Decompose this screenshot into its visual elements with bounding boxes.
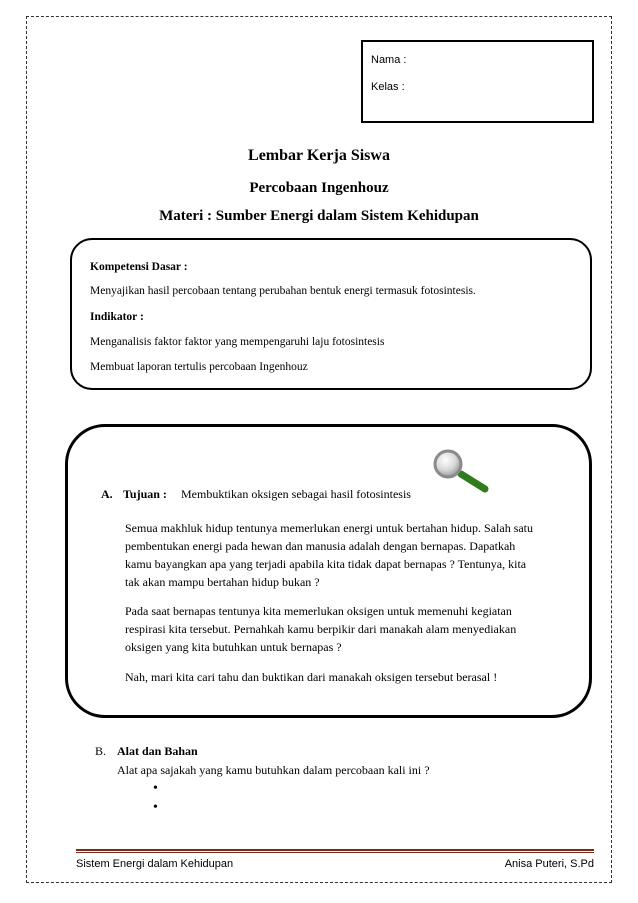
alat-question: Alat apa sajakah yang kamu butuhkan dalam percobaan kali ini ? bbox=[117, 763, 430, 777]
tujuan-marker: A. bbox=[101, 487, 113, 501]
nama-label: Nama : bbox=[371, 54, 407, 66]
tujuan-text: Membuktikan oksigen sebagai hasil fotosintesis bbox=[181, 487, 411, 501]
materi-title: Materi : Sumber Energi dalam Sistem Kehidupan bbox=[159, 208, 479, 224]
paragraph-line: tak akan mampu bertahan hidup bukan ? bbox=[125, 575, 320, 589]
page-subtitle: Percobaan Ingenhouz bbox=[249, 180, 389, 196]
alat-marker: B. bbox=[95, 744, 107, 758]
indikator-item: Menganalisis faktor faktor yang mempengaruhi laju fotosintesis bbox=[90, 336, 385, 348]
bullet-item: • bbox=[153, 781, 158, 796]
footer-rule bbox=[76, 852, 594, 853]
paragraph-line: kamu bayangkan apa yang terjadi apabila kita tidak dapat bernapas ? Tentunya, kita bbox=[125, 557, 527, 571]
alat-label: Alat dan Bahan bbox=[117, 744, 198, 758]
paragraph-line: Semua makhluk hidup tentunya memerlukan energi untuk bertahan hidup. Salah satu bbox=[125, 521, 534, 535]
tujuan-box bbox=[65, 424, 592, 718]
bullet-item: • bbox=[153, 800, 158, 815]
kompetensi-text: Menyajikan hasil percobaan tentang perubahan bentuk energi termasuk fotosintesis. bbox=[90, 285, 476, 297]
kompetensi-box bbox=[70, 238, 592, 390]
paragraph-line: pembentukan energi pada hewan dan manusia adalah dengan bernapas. Dapatkah bbox=[125, 539, 516, 553]
footer-rule bbox=[76, 849, 594, 851]
footer-left: Sistem Energi dalam Kehidupan bbox=[76, 858, 234, 870]
paragraph-line: respirasi kita tersebut. Pernahkah kamu berpikir dari manakah alam menyediakan bbox=[125, 622, 517, 636]
tujuan-label: Tujuan : bbox=[123, 487, 167, 501]
paragraph-line: Pada saat bernapas tentunya kita memerlukan oksigen untuk memenuhi kegiatan bbox=[125, 604, 512, 618]
kompetensi-label: Kompetensi Dasar : bbox=[90, 261, 188, 273]
paragraph-line: Nah, mari kita cari tahu dan buktikan dari manakah oksigen tersebut berasal ! bbox=[125, 670, 498, 684]
footer-right: Anisa Puteri, S.Pd bbox=[504, 858, 594, 870]
name-box bbox=[361, 40, 594, 123]
page-title: Lembar Kerja Siswa bbox=[248, 147, 390, 164]
magnifier-icon bbox=[430, 449, 490, 494]
kelas-label: Kelas : bbox=[371, 81, 405, 93]
indikator-item: Membuat laporan tertulis percobaan Ingenhouz bbox=[90, 361, 308, 373]
indikator-label: Indikator : bbox=[90, 311, 144, 323]
paragraph-line: oksigen yang kita butuhkan untuk bernapas ? bbox=[125, 640, 342, 654]
